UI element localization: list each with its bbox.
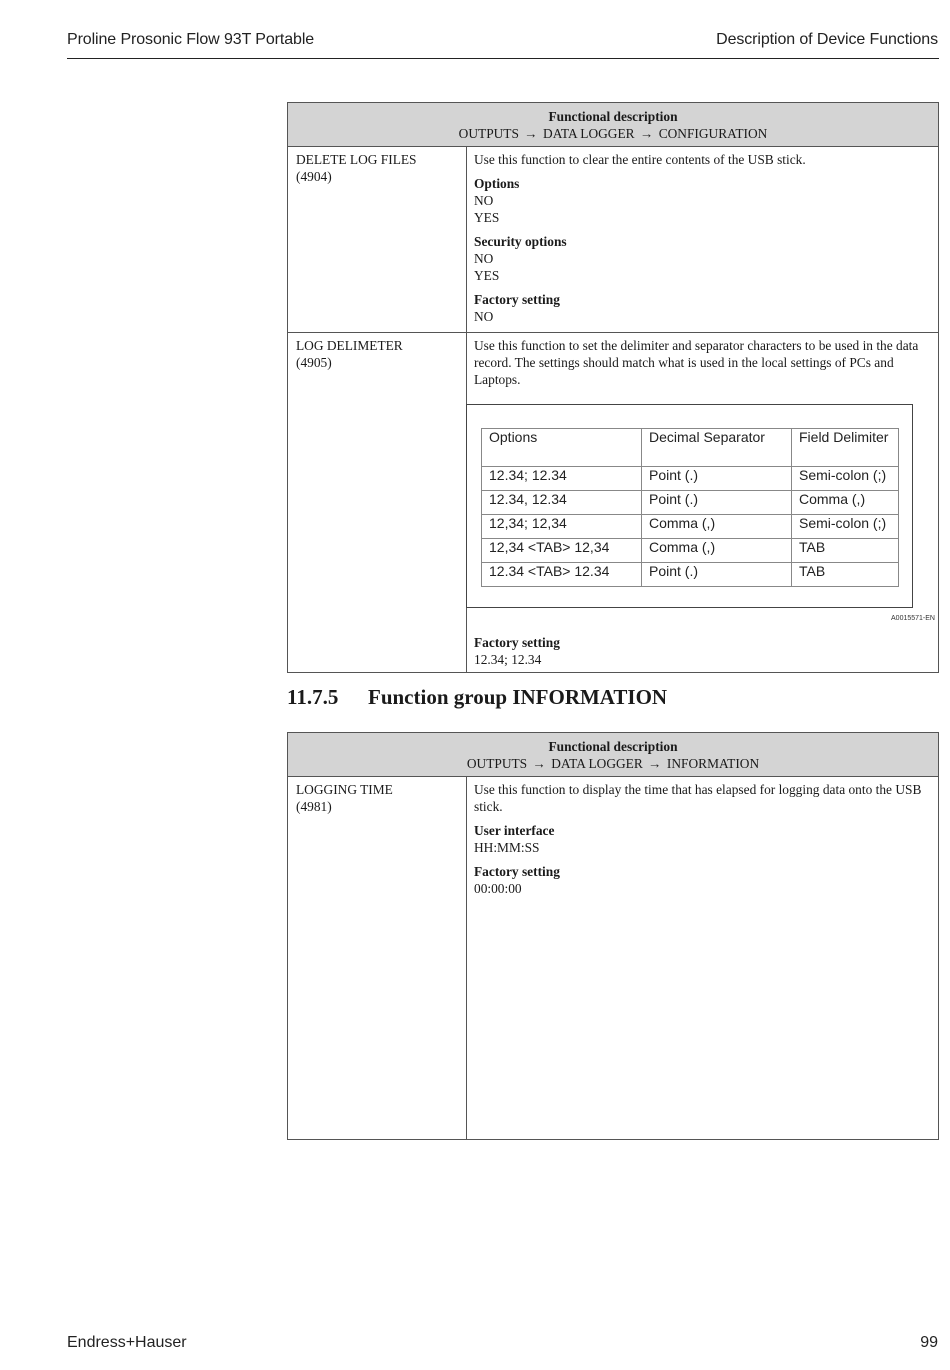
figure-cell: Point (.)	[642, 563, 792, 587]
function-description: Use this function to display the time that has elapsed for logging data onto the USB stick.	[474, 782, 922, 814]
figure-cell: Point (.)	[642, 467, 792, 491]
function-name-cell	[288, 777, 467, 1140]
factory-setting-block	[474, 291, 931, 325]
factory-setting-value: NO	[474, 309, 494, 324]
options-block	[474, 175, 931, 226]
factory-setting-value: 12.34; 12.34	[474, 652, 542, 667]
figure-reference: A0015571-EN	[891, 615, 935, 622]
function-description-cell	[467, 147, 939, 333]
factory-setting-label: Factory setting	[474, 864, 560, 879]
right-arrow-icon: →	[532, 756, 546, 771]
right-arrow-icon: →	[648, 756, 662, 771]
factory-setting-label: Factory setting	[474, 635, 560, 650]
figure-row	[482, 467, 899, 491]
right-arrow-icon: →	[639, 126, 654, 141]
delimiter-options-table	[481, 428, 899, 587]
figure-cell: Semi-colon (;)	[792, 515, 899, 539]
table-row	[288, 333, 939, 673]
table-row	[288, 147, 939, 333]
function-description: Use this function to clear the entire contents of the USB stick.	[474, 152, 806, 167]
security-options-block	[474, 233, 931, 284]
section-heading	[287, 685, 667, 710]
function-name-cell	[288, 147, 467, 333]
function-description-cell	[467, 333, 939, 673]
table-head-path	[294, 125, 932, 142]
table-head-cell	[288, 733, 939, 777]
option-value: NO	[474, 193, 494, 208]
table-head-row	[288, 733, 939, 777]
right-arrow-icon: →	[524, 126, 538, 141]
option-value: YES	[474, 210, 500, 225]
function-code: (4905)	[296, 355, 332, 370]
figure-cell: Semi-colon (;)	[792, 467, 899, 491]
table-head-path	[294, 755, 932, 772]
section-title: Function group INFORMATION	[368, 685, 668, 709]
path-step: DATA LOGGER	[543, 126, 635, 141]
function-name: DELETE LOG FILES	[296, 152, 417, 167]
function-description-cell	[467, 777, 939, 1140]
user-interface-value: HH:MM:SS	[474, 840, 540, 855]
figure-row	[482, 539, 899, 563]
function-name: LOGGING TIME	[296, 782, 393, 797]
path-step: OUTPUTS	[458, 126, 519, 141]
function-description: Use this function to set the delimiter and separator characters to be used in the data record. The settings should match what is used in the local settings of PCs and Laptops.	[474, 338, 919, 387]
function-table-configuration	[287, 102, 939, 673]
figure-cell: TAB	[792, 563, 899, 587]
header-rule	[67, 58, 939, 59]
security-options-label: Security options	[474, 234, 567, 249]
figure-row	[482, 515, 899, 539]
path-step: DATA LOGGER	[551, 756, 643, 771]
figure-cell: 12,34; 12,34	[482, 515, 642, 539]
table-row	[288, 777, 939, 1140]
figure-cell: 12,34 <TAB> 12,34	[482, 539, 642, 563]
figure-cell: Comma (,)	[792, 491, 899, 515]
figure-row	[482, 563, 899, 587]
path-step: INFORMATION	[666, 756, 760, 771]
path-step: OUTPUTS	[466, 756, 528, 771]
header-chapter-title: Description of Device Functions	[716, 31, 938, 48]
factory-setting-block	[474, 634, 931, 668]
option-value: YES	[474, 268, 500, 283]
section-number: 11.7.5	[287, 685, 339, 709]
path-step: CONFIGURATION	[658, 126, 768, 141]
delimiter-options-figure	[466, 404, 913, 608]
user-interface-label: User interface	[474, 823, 555, 838]
figure-header-cell: Field Delimiter	[792, 429, 899, 467]
figure-cell: Comma (,)	[642, 515, 792, 539]
table-head-title: Functional description	[548, 109, 678, 124]
factory-setting-label: Factory setting	[474, 292, 560, 307]
figure-cell: 12.34, 12.34	[482, 491, 642, 515]
table-head-title: Functional description	[548, 739, 678, 754]
table-head-cell	[288, 103, 939, 147]
options-label: Options	[474, 176, 520, 191]
figure-cell: Point (.)	[642, 491, 792, 515]
function-table-information	[287, 732, 939, 1140]
figure-header-cell: Options	[482, 429, 642, 467]
option-value: NO	[474, 251, 494, 266]
header-document-title: Proline Prosonic Flow 93T Portable	[67, 31, 315, 48]
function-code: (4904)	[296, 169, 332, 184]
figure-header-cell: Decimal Separator	[642, 429, 792, 467]
figure-cell: TAB	[792, 539, 899, 563]
page-number: 99	[920, 1334, 938, 1351]
footer-company: Endress+Hauser	[67, 1334, 187, 1351]
factory-setting-value: 00:00:00	[474, 881, 522, 896]
function-code: (4981)	[296, 799, 332, 814]
function-name-cell	[288, 333, 467, 673]
function-name: LOG DELIMETER	[296, 338, 403, 353]
table-head-row	[288, 103, 939, 147]
figure-row	[482, 491, 899, 515]
factory-setting-block	[474, 863, 931, 897]
figure-header-row	[482, 429, 899, 467]
figure-cell: 12.34 <TAB> 12.34	[482, 563, 642, 587]
user-interface-block	[474, 822, 931, 856]
figure-cell: 12.34; 12.34	[482, 467, 642, 491]
figure-cell: Comma (,)	[642, 539, 792, 563]
